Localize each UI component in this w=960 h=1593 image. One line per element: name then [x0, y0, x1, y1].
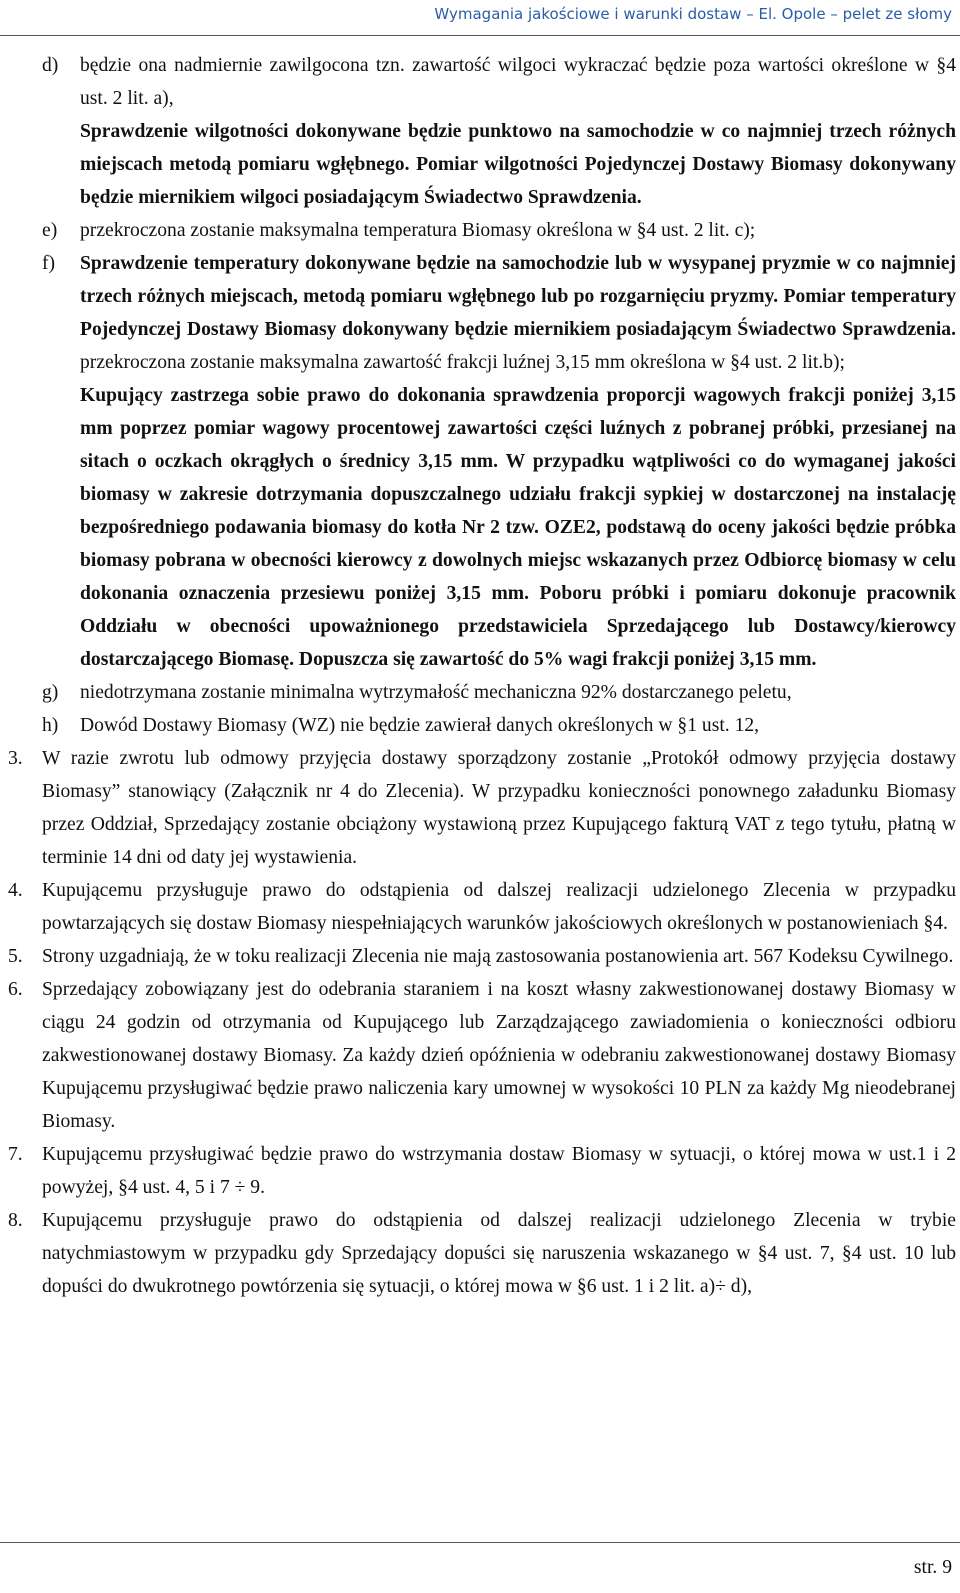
- paragraph-4: [0, 874, 956, 940]
- item-f-bold-text: Sprawdzenie temperatury dokonywane będzie na samochodzie lub w wysypanej pryzmie w co najmniej trzech różnych miejscach, metodą pomiaru wgłębnego lub po rozgarnięciu pryzmy. Pomiar temperatury Pojedynczej Dostawy Biomasy dokonywany będzie miernikiem posiadającym Świadectwo Sprawdzenia.: [80, 253, 956, 340]
- item-g-text: niedotrzymana zostanie minimalna wytrzymałość mechaniczna 92% dostarczanego peletu,: [80, 682, 792, 703]
- list-marker-d: d): [42, 55, 59, 76]
- footer-divider: [0, 1542, 960, 1543]
- paragraph-7-text: Kupującemu przysługiwać będzie prawo do wstrzymania dostaw Biomasy w sytuacji, o której mowa w ust.1 i 2 powyżej, §4 ust. 4, 5 i 7 ÷ 9.: [42, 1144, 956, 1198]
- header-title: Wymagania jakościowe i warunki dostaw – El. Opole – pelet ze słomy: [434, 5, 952, 23]
- paragraph-5-text: Strony uzgadniają, że w toku realizacji Zlecenia nie mają zastosowania postanowienia art. 567 Kodeksu Cywilnego.: [42, 946, 954, 967]
- paragraph-number-7: 7.: [8, 1144, 23, 1165]
- list-item-f: [0, 247, 956, 379]
- paragraph-4-text: Kupującemu przysługuje prawo do odstąpienia od dalszej realizacji udzielonego Zlecenia w przypadku powtarzających się dostaw Biomasy niespełniających warunków jakościowych określonych w postanowieniach §4.: [42, 880, 956, 934]
- item-f-text: przekroczona zostanie maksymalna zawartość frakcji luźnej 3,15 mm określona w §4 ust. 2 lit.b);: [80, 352, 845, 373]
- list-marker-f: f): [42, 253, 56, 274]
- item-d-bold-note: [0, 115, 956, 214]
- running-header: [0, 0, 960, 30]
- paragraph-number-8: 8.: [8, 1210, 23, 1231]
- list-item-g: [0, 676, 956, 709]
- item-f-bold-note-text: Kupujący zastrzega sobie prawo do dokonania sprawdzenia proporcji wagowych frakcji poniżej 3,15 mm poprzez pomiar wagowy procentowej zawartości części luźnych z pobranej próbki, przesianej na sitach o oczkach okrągłych o średnicy 3,15 mm. W przypadku wątpliwości co do wymaganej jakości biomasy w zakresie dotrzymania dopuszczalnego udziału frakcji sypkiej w dostarczonej na instalację bezpośredniego podawania biomasy do kotła Nr 2 tzw. OZE2, podstawą do oceny jakości będzie próbka biomasy pobrana w obecności kierowcy z dowolnych miejsc wskazanych przez Odbiorcę biomasy w celu dokonania oznaczenia przesiewu poniżej 3,15 mm. Poboru próbki i pomiaru dokonuje pracownik Oddziału w obecności upoważnionego przedstawiciela Sprzedającego lub Dostawcy/kierowcy dostarczającego Biomasę. Dopuszcza się zawartość do 5% wagi frakcji poniżej 3,15 mm.: [80, 385, 956, 670]
- page-number: str. 9: [913, 1557, 952, 1578]
- item-f-bold-note: [0, 379, 956, 676]
- paragraph-6-text: Sprzedający zobowiązany jest do odebrania staraniem i na koszt własny zakwestionowanej dostawy Biomasy w ciągu 24 godzin od otrzymania od Kupującego lub Zarządzającego zawiadomienia o konieczności odbioru zakwestionowanej dostawy Biomasy. Za każdy dzień opóźnienia w odebraniu zakwestionowanej dostawy Biomasy Kupującemu przysługiwać będzie prawo naliczenia kary umownej w wysokości 10 PLN za każdy Mg nieodebranej Biomasy.: [42, 979, 956, 1132]
- item-d-text: będzie ona nadmiernie zawilgocona tzn. zawartość wilgoci wykraczać będzie poza wartości określone w §4 ust. 2 lit. a),: [80, 55, 956, 109]
- paragraph-number-6: 6.: [8, 979, 23, 1000]
- list-marker-g: g): [42, 682, 59, 703]
- list-marker-e: e): [42, 220, 58, 241]
- document-body: [0, 49, 960, 1303]
- paragraph-number-3: 3.: [8, 748, 23, 769]
- item-d-bold-text: Sprawdzenie wilgotności dokonywane będzie punktowo na samochodzie w co najmniej trzech różnych miejscach metodą pomiaru wgłębnego. Pomiar wilgotności Pojedynczej Dostawy Biomasy dokonywany będzie miernikiem wilgoci posiadającym Świadectwo Sprawdzenia.: [80, 121, 956, 208]
- paragraph-3: [0, 742, 956, 874]
- list-item-d: [0, 49, 956, 115]
- list-item-h: [0, 709, 956, 742]
- paragraph-8: [0, 1204, 956, 1303]
- header-divider: [0, 35, 960, 36]
- item-h-text: Dowód Dostawy Biomasy (WZ) nie będzie zawierał danych określonych w §1 ust. 12,: [80, 715, 760, 736]
- paragraph-number-5: 5.: [8, 946, 23, 967]
- item-e-text: przekroczona zostanie maksymalna temperatura Biomasy określona w §4 ust. 2 lit. c);: [80, 220, 756, 241]
- paragraph-number-4: 4.: [8, 880, 23, 901]
- list-item-e: [0, 214, 956, 247]
- paragraph-3-text: W razie zwrotu lub odmowy przyjęcia dostawy sporządzony zostanie „Protokół odmowy przyjęcia dostawy Biomasy” stanowiący (Załącznik nr 4 do Zlecenia). W przypadku konieczności ponownego załadunku Biomasy przez Oddział, Sprzedający zostanie obciążony wystawioną przez Kupującego fakturą VAT z tego tytułu, płatną w terminie 14 dni od daty jej wystawienia.: [42, 748, 956, 868]
- paragraph-5: [0, 940, 956, 973]
- paragraph-6: [0, 973, 956, 1138]
- paragraph-8-text: Kupującemu przysługuje prawo do odstąpienia od dalszej realizacji udzielonego Zlecenia w trybie natychmiastowym w przypadku gdy Sprzedający dopuści się naruszenia wskazanego w §4 ust. 7, §4 ust. 10 lub dopuści do dwukrotnego powtórzenia się sytuacji, o której mowa w §6 ust. 1 i 2 lit. a)÷ d),: [42, 1210, 956, 1297]
- list-marker-h: h): [42, 715, 59, 736]
- paragraph-7: [0, 1138, 956, 1204]
